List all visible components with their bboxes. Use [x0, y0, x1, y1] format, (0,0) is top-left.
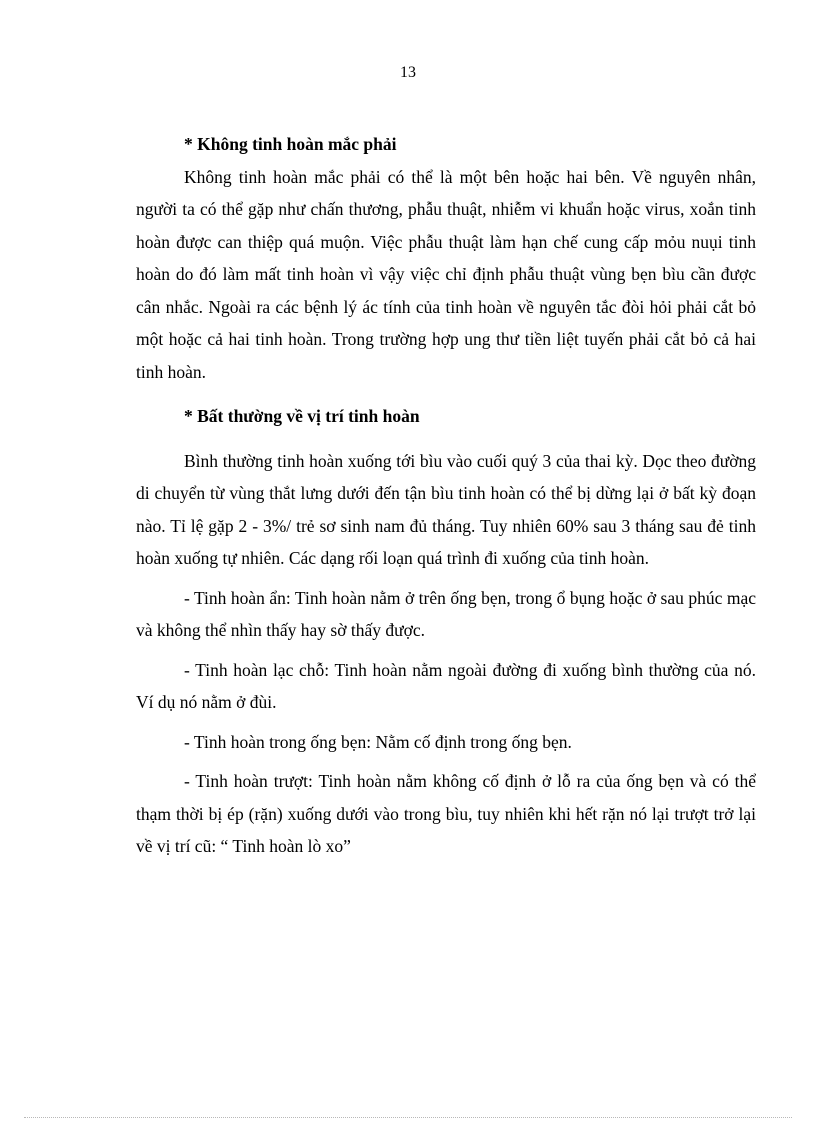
section-heading-acquired-anorchia: * Không tinh hoàn mắc phải	[184, 134, 397, 154]
paragraph-acquired-anorchia: Không tinh hoàn mắc phải có thể là một bên hoặc hai bên. Về nguyên nhân, người ta có thể gặp như chấn thương, phẫu thuật, nhiễm vi khuẩn hoặc virus, xoắn tinh hoàn được can thiệp quá muộn. Việc phẫu thuật làm hạn chế cung cấp mỏu nuụi tinh hoàn do đó làm mất tinh hoàn vì vậy việc chỉ định phẫu thuật vùng bẹn bìu cần được cân nhắc. Ngoài ra các bệnh lý ác tính của tinh hoàn về nguyên tắc đòi hỏi phải cắt bỏ một hoặc cả hai tinh hoàn. Trong trường hợp ung thư tiền liệt tuyến phải cắt bỏ cả hai tinh hoàn.	[136, 166, 756, 382]
paragraph-normal-descent: Bình thường tinh hoàn xuống tới bìu vào cuối quý 3 của thai kỳ. Dọc theo đường di chuyển từ vùng thắt lưng dưới đến tận bìu tinh hoàn có thể bị dừng lại ở bất kỳ đoạn nào. Tỉ lệ gặp 2 - 3%/ trẻ sơ sinh nam đủ tháng. Tuy nhiên 60% sau 3 tháng sau đẻ tinh hoàn xuống tự nhiên. Các dạng rối loạn quá trình đi xuống của tinh hoàn.	[136, 450, 756, 568]
section-heading-position-abnormality: * Bất thường về vị trí tinh hoàn	[184, 406, 420, 426]
list-item-retractile-testis: - Tinh hoàn trượt: Tinh hoàn nằm không cố định ở lỗ ra của ống bẹn và có thể thạm thời bị ép (rặn) xuống dưới vào trong bìu, tuy nhiên khi hết rặn nó lại trượt trở lại về vị trí cũ: “ Tinh hoàn lò xo”	[136, 771, 756, 856]
page-number: 13	[400, 64, 416, 81]
list-item-ectopic-testis: - Tinh hoàn lạc chỗ: Tinh hoàn nằm ngoài đường đi xuống bình thường của nó. Ví dụ nó nằm ở đùi.	[136, 659, 756, 712]
page-bottom-divider	[24, 1117, 792, 1118]
list-item-inguinal-testis: - Tinh hoàn trong ống bẹn: Nằm cố định trong ống bẹn.	[184, 731, 572, 752]
list-item-hidden-testis: - Tinh hoàn ẩn: Tinh hoàn nằm ở trên ống bẹn, trong ổ bụng hoặc ở sau phúc mạc và không thể nhìn thấy hay sờ thấy được.	[136, 587, 756, 640]
page-body	[136, 128, 756, 863]
